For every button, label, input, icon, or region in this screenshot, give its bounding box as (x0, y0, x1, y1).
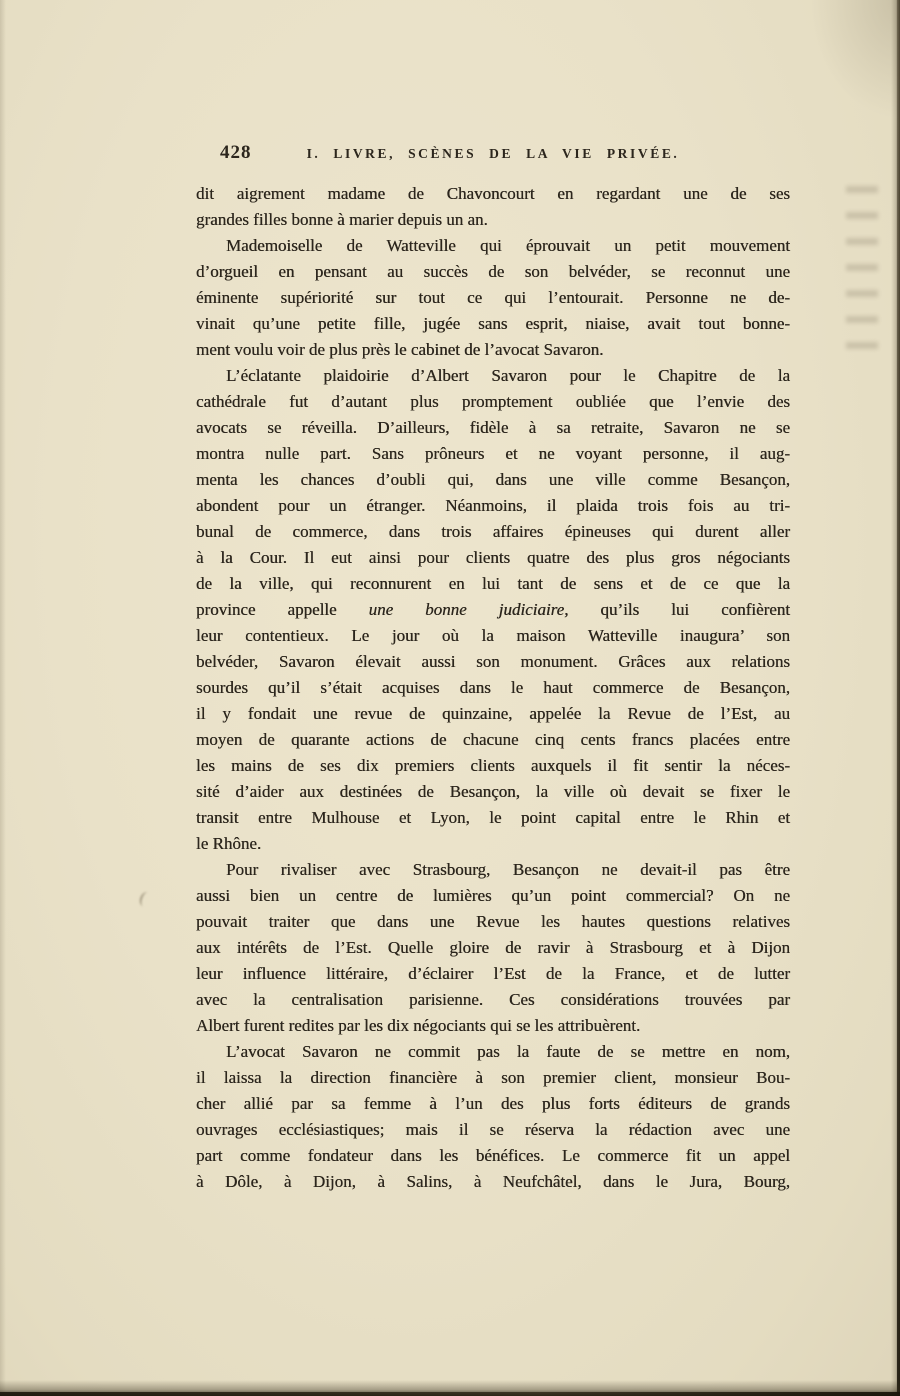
text-line (196, 467, 790, 493)
text-segment: cher allié par sa femme à l’un des plus forts éditeurs de grands (196, 1094, 790, 1113)
text-segment: pouvait traiter que dans une Revue les hautes questions relatives (196, 912, 790, 931)
text-line (196, 207, 790, 233)
scan-artifact-corner-shadow (810, 0, 900, 120)
text-line (196, 259, 790, 285)
text-line (196, 1169, 790, 1195)
text-segment: L’avocat Savaron ne commit pas la faute de se mettre en nom, (226, 1042, 790, 1061)
emphasized-text: une bonne judiciaire, (368, 600, 569, 619)
text-line (196, 649, 790, 675)
text-line (196, 415, 790, 441)
text-segment: les mains de ses dix premiers clients auxquels il fit sentir la néces- (196, 756, 790, 775)
text-segment: Pour rivaliser avec Strasbourg, Besançon ne devait-il pas être (226, 860, 790, 879)
text-segment: Mademoiselle de Watteville qui éprouvait un petit mouvement (226, 236, 790, 255)
text-segment: qu’ils lui confièrent (568, 600, 791, 619)
text-segment: dit aigrement madame de Chavoncourt en regardant une de ses (196, 184, 790, 203)
text-line (196, 1065, 790, 1091)
text-line (196, 857, 790, 883)
text-line (196, 753, 790, 779)
text-line (196, 961, 790, 987)
text-segment: abondent pour un étranger. Néanmoins, il plaida trois fois au tri- (196, 496, 790, 515)
text-line (196, 285, 790, 311)
text-segment: sourdes qu’il s’était acquises dans le haut commerce de Besançon, (196, 678, 790, 697)
running-title: I. LIVRE, SCÈNES DE LA VIE PRIVÉE. (306, 146, 680, 161)
text-line (196, 363, 790, 389)
scan-artifact-left-edge (0, 0, 6, 1396)
text-line (196, 831, 790, 857)
text-segment: il y fondait une revue de quinzaine, appelée la Revue de l’Est, au (196, 704, 790, 723)
text-line (196, 935, 790, 961)
paragraph (196, 181, 790, 233)
text-line (196, 233, 790, 259)
text-segment: aux intérêts de l’Est. Quelle gloire de ravir à Strasbourg et à Dijon (196, 938, 790, 957)
text-line (196, 701, 790, 727)
paragraph (196, 363, 790, 857)
text-segment: belvéder, Savaron élevait aussi son monument. Grâces aux relations (196, 652, 790, 671)
text-segment: il laissa la direction financière à son premier client, monsieur Bou- (196, 1068, 790, 1087)
text-segment: avocats se réveilla. D’ailleurs, fidèle à sa retraite, Savaron ne se (196, 418, 790, 437)
text-line (196, 909, 790, 935)
text-segment: d’orgueil en pensant au succès de son belvéder, se reconnut une (196, 262, 790, 281)
text-segment: L’éclatante plaidoirie d’Albert Savaron pour le Chapitre de la (226, 366, 790, 385)
text-line (196, 597, 790, 623)
text-line (196, 493, 790, 519)
text-segment: bunal de commerce, dans trois affaires épineuses qui durent aller (196, 522, 790, 541)
text-line (196, 805, 790, 831)
text-line (196, 727, 790, 753)
text-line (196, 623, 790, 649)
text-line (196, 675, 790, 701)
page-number: 428 (220, 142, 252, 163)
text-line (196, 1117, 790, 1143)
paragraph (196, 233, 790, 363)
text-segment: menta les chances d’oubli qui, dans une ville comme Besançon, (196, 470, 790, 489)
text-line (196, 987, 790, 1013)
text-segment: province appelle (196, 600, 369, 619)
text-segment: moyen de quarante actions de chacune cinq cents francs placées entre (196, 730, 790, 749)
text-segment: Albert furent redites par les dix négociants qui se les attribuèrent. (196, 1016, 641, 1035)
scan-artifact-speck (138, 891, 153, 909)
page-header (196, 142, 790, 168)
text-line (196, 1039, 790, 1065)
text-line (196, 779, 790, 805)
text-line (196, 883, 790, 909)
text-segment: aussi bien un centre de lumières qu’un point commercial? On ne (196, 886, 790, 905)
text-segment: part comme fondateur dans les bénéfices. Le commerce fit un appel (196, 1146, 790, 1165)
scan-artifact-bottom-edge-line (0, 1392, 900, 1396)
text-segment: le Rhône. (196, 834, 262, 853)
text-segment: avec la centralisation parisienne. Ces considérations trouvées par (196, 990, 790, 1009)
paragraph (196, 1039, 790, 1195)
text-segment: à Dôle, à Dijon, à Salins, à Neufchâtel, dans le Jura, Bourg, (196, 1172, 790, 1191)
text-column (196, 181, 790, 1195)
text-segment: sité d’aider aux destinées de Besançon, la ville où devait se fixer le (196, 782, 790, 801)
text-segment: vinait qu’une petite fille, jugée sans esprit, niaise, avait tout bonne- (196, 314, 790, 333)
text-segment: éminente supériorité sur tout ce qui l’entourait. Personne ne de- (196, 288, 790, 307)
text-segment: ment voulu voir de plus près le cabinet de l’avocat Savaron. (196, 340, 604, 359)
text-line (196, 337, 790, 363)
text-line (196, 545, 790, 571)
text-segment: ouvrages ecclésiastiques; mais il se réserva la rédaction avec une (196, 1120, 790, 1139)
text-segment: de la ville, qui reconnurent en lui tant de sens et de ce que la (196, 574, 790, 593)
text-segment: transit entre Mulhouse et Lyon, le point capital entre le Rhin et (196, 808, 790, 827)
text-segment: cathédrale fut d’autant plus promptement oubliée que l’envie des (196, 392, 790, 411)
text-line (196, 311, 790, 337)
text-segment: leur influence littéraire, d’éclairer l’Est de la France, et de lutter (196, 964, 790, 983)
text-line (196, 519, 790, 545)
text-line (196, 571, 790, 597)
text-line (196, 389, 790, 415)
text-segment: montra nulle part. Sans prôneurs et ne voyant personne, il aug- (196, 444, 790, 463)
paragraph (196, 857, 790, 1039)
text-segment: grandes filles bonne à marier depuis un an. (196, 210, 488, 229)
text-line (196, 441, 790, 467)
scan-artifact-bleedthrough (846, 186, 878, 358)
text-segment: à la Cour. Il eut ainsi pour clients quatre des plus gros négociants (196, 548, 790, 567)
text-segment: leur contentieux. Le jour où la maison Watteville inaugura’ son (196, 626, 790, 645)
text-line (196, 1091, 790, 1117)
text-line (196, 1143, 790, 1169)
text-line (196, 1013, 790, 1039)
text-line (196, 181, 790, 207)
